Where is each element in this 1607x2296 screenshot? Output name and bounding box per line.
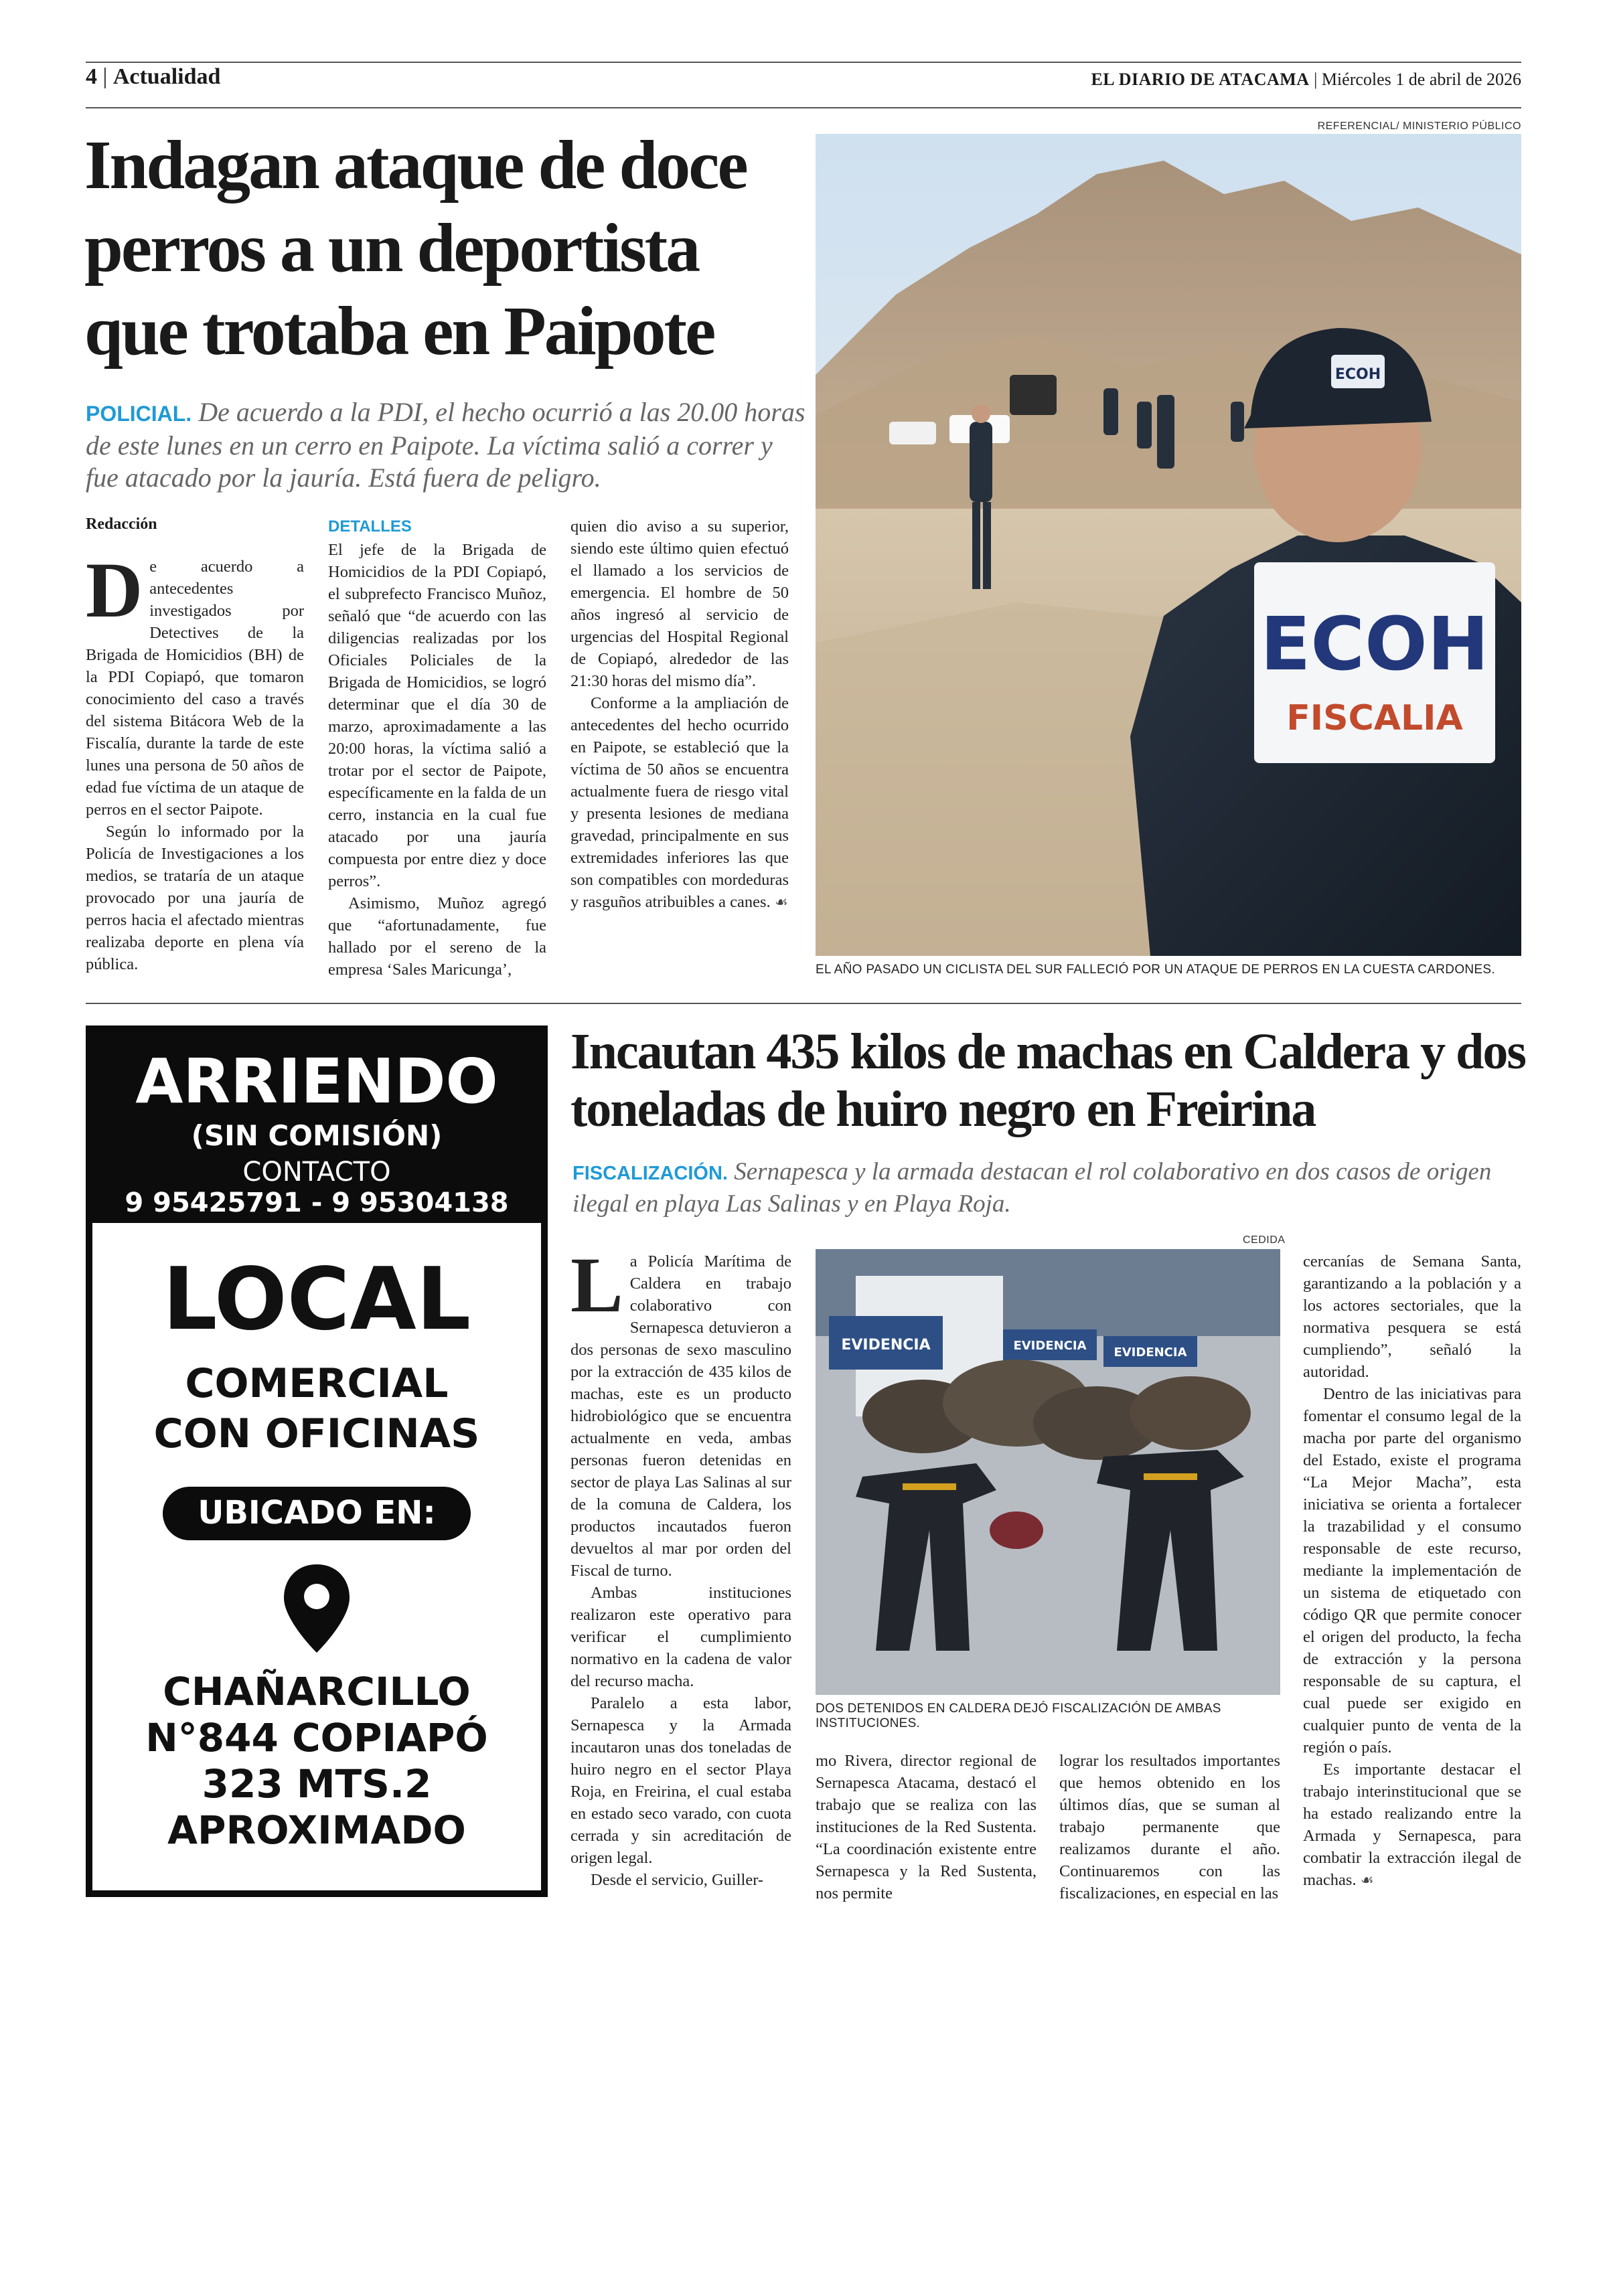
article1-headline: Indagan ataque de doce perros a un deportista que trotaba en Paipote bbox=[84, 127, 747, 370]
issue-date: Miércoles 1 de abril de 2026 bbox=[1321, 70, 1521, 89]
top-rule bbox=[86, 62, 1521, 63]
header-rule bbox=[86, 107, 1521, 108]
article2-paragraph: mo Rivera, director regional de Sernapesca Atacama, destacó el trabajo que se realiza con las instituciones de la Red Sustenta. “La coordinación existente entre Sernapesca y la Red Sustenta, nos permite bbox=[816, 1752, 1037, 1902]
desert-scene-illustration bbox=[816, 134, 1521, 956]
article1-paragraph: Conforme a la ampliación de antecedentes del hecho ocurrido en Paipote, se estableció que la víctima de 50 años se encuentra actualmente fuera de riesgo vital y presenta lesiones de mediana gravedad, principalmente en sus extremidades inferiores las que son compatibles con mordeduras y rasguños atribuibles a canes. ☙ bbox=[570, 694, 789, 911]
article1-column-3 bbox=[570, 515, 789, 914]
ad-subtitle: (SIN COMISIÓN) bbox=[191, 1119, 443, 1152]
article2-lead-text: Sernapesca y la armada destacan el rol colaborativo en dos casos de origen ilegal en playa Las Salinas y en Playa Roja. bbox=[572, 1158, 1492, 1218]
article2-photo bbox=[816, 1249, 1280, 1695]
ad-title: ARRIENDO bbox=[135, 1046, 498, 1117]
section-name: Actualidad bbox=[112, 64, 221, 89]
cap-logo-text: ECOH bbox=[1334, 366, 1381, 383]
article2-column-2 bbox=[816, 1750, 1037, 1904]
ad-commercial-line: COMERCIAL bbox=[185, 1360, 449, 1407]
article2-photo-caption: DOS DETENIDOS EN CALDERA DEJÓ FISCALIZACIÓN DE AMBAS INSTITUCIONES. bbox=[816, 1702, 1221, 1730]
article2-dropcap: L bbox=[570, 1241, 623, 1329]
article1-paragraph: Asimismo, Muñoz agregó que “afortunadamente, fue hallado por el sereno de la empresa ‘Sales Maricunga’, bbox=[328, 894, 546, 979]
article2-lead bbox=[572, 1157, 1537, 1220]
ad-phone-numbers: 9 95425791 - 9 95304138 bbox=[125, 1187, 509, 1218]
evidence-scene-illustration bbox=[816, 1249, 1280, 1695]
article2-kicker: FISCALIZACIÓN. bbox=[572, 1163, 728, 1184]
article2-column-3 bbox=[1059, 1750, 1280, 1904]
evidence-sign-3: EVIDENCIA bbox=[1114, 1345, 1187, 1360]
article1-photo-caption: EL AÑO PASADO UN CICLISTA DEL SUR FALLECIÓ POR UN ATAQUE DE PERROS EN LA CUESTA CARDONES. bbox=[816, 963, 1495, 977]
article2-paragraph: Dentro de las iniciativas para fomentar el consumo legal de la macha por parte del organismo del Estado, existe el programa “La Mejor Macha”, esta iniciativa se orienta a fortalecer la trazabilidad y el consumo responsable de este recurso, mediante la implementación de un sistema de etiquetado con código QR que permite conocer el origen del producto, la fecha de extracción y la persona responsable de su captura, el cual puede ser exigido en cualquier punto de venta de la región o país. bbox=[1303, 1385, 1521, 1756]
article1-photo-credit: REFERENCIAL/ MINISTERIO PÚBLICO bbox=[1317, 120, 1521, 132]
jacket-patch-subtext: FISCALIA bbox=[1286, 698, 1463, 738]
ad-size: 323 MTS.2 bbox=[202, 1761, 432, 1807]
article2-paragraph: Paralelo a esta labor, Sernapesca y la Armada incautaron unas dos toneladas de huiro negro en el sector Playa Roja, en Freirina, el cual estaba en estado seco varado, con cuota cerrada y sin acreditación de origen legal. bbox=[570, 1694, 791, 1867]
article2-paragraph: Ambas instituciones realizaron este operativo para verificar el cumplimiento normativo en la cadena de valor del recurso macha. bbox=[570, 1584, 791, 1690]
article1-lead bbox=[86, 396, 809, 494]
article1-byline: Redacción bbox=[86, 515, 157, 533]
evidence-sign-1: EVIDENCIA bbox=[841, 1337, 931, 1354]
location-pin-icon bbox=[280, 1562, 354, 1655]
ad-local-heading: LOCAL bbox=[162, 1250, 471, 1349]
ad-offices-line: CON OFICINAS bbox=[153, 1410, 480, 1457]
page-number: 4 bbox=[86, 64, 97, 89]
article1-lead-text: De acuerdo a la PDI, el hecho ocurrió a las 20.00 horas de este lunes en un cerro en Paipote. La víctima salió a correr y fue atacado por la jauría. Está fuera de peligro. bbox=[86, 397, 806, 493]
article1-column-2 bbox=[328, 515, 546, 981]
ad-contact-label: CONTACTO bbox=[242, 1157, 391, 1187]
end-mark-icon: ☙ bbox=[774, 894, 788, 911]
jacket-patch-text: ECOH bbox=[1260, 601, 1489, 687]
article2-column-4 bbox=[1303, 1250, 1521, 1892]
article1-column-1 bbox=[86, 546, 304, 975]
article2-paragraph: Desde el servicio, Guiller- bbox=[591, 1871, 764, 1889]
rental-advertisement bbox=[86, 1026, 548, 1897]
article2-paragraph: Es importante destacar el trabajo interinstitucional que se ha estado realizando entre la Armada y Sernapesca, para combatir la extracción ilegal de machas. ☙ bbox=[1303, 1760, 1521, 1889]
article1-dropcap: D bbox=[86, 546, 143, 634]
ad-white-panel bbox=[92, 1223, 541, 1890]
article2-photo-credit: CEDIDA bbox=[1243, 1234, 1286, 1246]
publication-name: EL DIARIO DE ATACAMA bbox=[1091, 70, 1310, 89]
ad-location-label: UBICADO EN: bbox=[198, 1494, 436, 1532]
article2-column-1 bbox=[570, 1241, 791, 1891]
article2-headline: Incautan 435 kilos de machas en Caldera y dos toneladas de huiro negro en Freirina bbox=[570, 1023, 1525, 1137]
ad-size-approx: APROXIMADO bbox=[167, 1807, 466, 1853]
page-section-label: 4 | Actualidad bbox=[86, 64, 221, 89]
article2-paragraph: La Policía Marítima de Caldera en trabajo colaborativo con Sernapesca detuvieron a dos personas de sexo masculino por la extracción de 435 kilos de machas, este es un producto hidrobiológico que se encuentra actualmente en veda, ambas personas fueron detenidas en sector de playa Las Salinas al sur de la comuna de Caldera, los productos incautados fueron devueltos al mar por orden del Fiscal de turno. bbox=[570, 1241, 791, 1580]
article1-paragraph: El jefe de la Brigada de Homicidios de la PDI Copiapó, el subprefecto Francisco Muñoz, señaló que “de acuerdo con las diligencias realizadas por los Oficiales Policiales de la Brigada de Homicidios, se logró determinar que el día 30 de marzo, aproximadamente a las 20:00 horas, la víctima salió a trotar por el sector de Paipote, específicamente en la falda de un cerro, instancia en la cual fue atacado por una jauría compuesta por entre diez y doce perros”. bbox=[328, 541, 546, 890]
ad-address-number: N°844 COPIAPÓ bbox=[145, 1715, 488, 1760]
end-mark-icon: ☙ bbox=[1360, 1872, 1374, 1889]
article2-paragraph: cercanías de Semana Santa, garantizando a la población y a los actores sectoriales, que la normativa pesquera se está cumpliendo”, señaló la autoridad. bbox=[1303, 1252, 1521, 1381]
article2-paragraph: lograr los resultados importantes que hemos obtenido en los últimos días, que se suman al trabajo permanente que realizamos durante el año. Continuaremos con las fiscalizaciones, en especial en las bbox=[1059, 1752, 1280, 1902]
masthead: EL DIARIO DE ATACAMA | Miércoles 1 de abril de 2026 bbox=[1091, 70, 1521, 89]
evidence-sign-2: EVIDENCIA bbox=[1013, 1339, 1087, 1353]
section-divider bbox=[86, 1003, 1521, 1004]
article1-subhead: DETALLES bbox=[328, 517, 412, 536]
ad-address-street: CHAÑARCILLO bbox=[163, 1669, 471, 1714]
article1-kicker: POLICIAL. bbox=[86, 402, 192, 426]
article1-paragraph: Según lo informado por la Policía de Investigaciones a los medios, se trataría de un ataque provocado por una jauría de perros hacia el afectado mientras realizaba deporte en plena vía pública. bbox=[86, 823, 304, 973]
article1-paragraph: De acuerdo a antecedentes investigados por Detectives de la Brigada de Homicidios (BH) de la PDI Copiapó, que tomaron conocimiento del caso a través del sistema Bitácora Web de la Fiscalía, durante la tarde de este lunes una persona de 50 años de edad fue víctima de un ataque de perros en el sector Paipote. bbox=[86, 546, 304, 819]
article1-paragraph: quien dio aviso a su superior, siendo este último quien efectuó el llamado a los servicios de emergencia. El hombre de 50 años ingresó al servicio de urgencias del Hospital Regional de Copiapó, alrededor de las 21:30 horas del mismo día”. bbox=[570, 517, 789, 690]
article1-photo bbox=[816, 134, 1521, 956]
